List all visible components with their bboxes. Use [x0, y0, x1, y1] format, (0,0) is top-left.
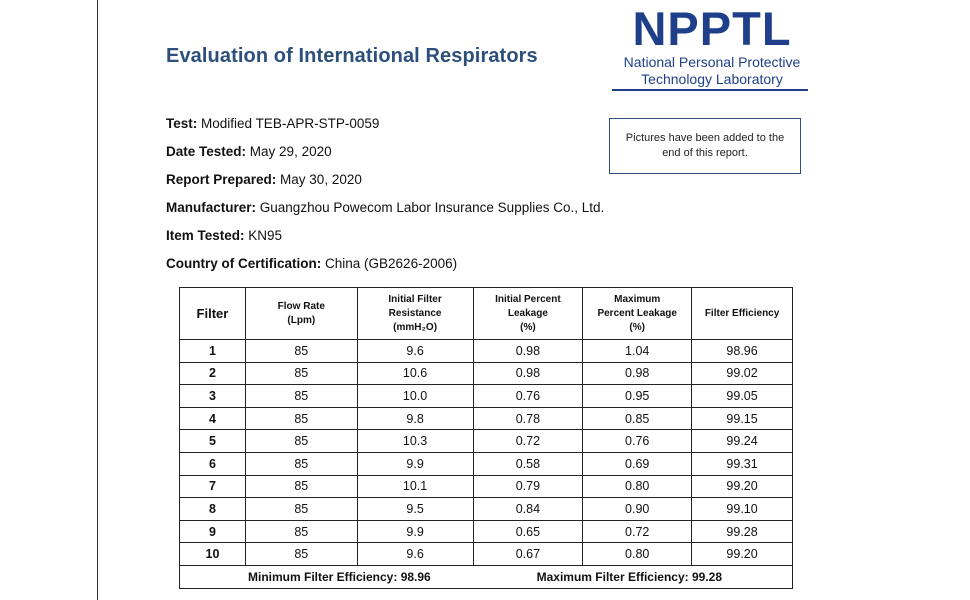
column-header-line: Initial Filter	[388, 293, 442, 305]
table-row	[180, 498, 793, 521]
table-cell-initial-resistance: 10.3	[357, 430, 473, 453]
table-cell-filter-efficiency: 99.05	[692, 385, 793, 408]
logo-mark: NPPTL	[632, 2, 792, 55]
table-cell-filter-efficiency: 99.20	[692, 475, 793, 498]
table-cell-filter: 5	[180, 430, 246, 453]
table-cell-filter: 6	[180, 452, 246, 475]
table-cell-filter-efficiency: 99.24	[692, 430, 793, 453]
table-cell-initial-leakage: 0.79	[473, 475, 583, 498]
table-cell-initial-resistance: 9.6	[357, 543, 473, 566]
field-label: Date Tested:	[166, 144, 247, 159]
field-label: Test:	[166, 116, 198, 131]
table-cell-flow-rate: 85	[245, 430, 357, 453]
table-row	[180, 407, 793, 430]
field-label: Manufacturer:	[166, 200, 257, 215]
field-value: May 29, 2020	[249, 144, 332, 159]
table-cell-initial-leakage: 0.76	[473, 385, 583, 408]
table-cell-filter-efficiency: 99.10	[692, 498, 793, 521]
table-cell-initial-resistance: 10.6	[357, 362, 473, 385]
summary-row	[180, 565, 793, 588]
field-label: Country of Certification:	[166, 256, 322, 271]
column-header-filter-efficiency	[692, 288, 793, 340]
table-cell-filter: 1	[180, 340, 246, 363]
minimum-filter-efficiency: Minimum Filter Efficiency: 98.96	[248, 569, 431, 584]
table-cell-max-leakage: 0.85	[583, 407, 692, 430]
table-row	[180, 340, 793, 363]
table-cell-max-leakage: 1.04	[583, 340, 692, 363]
table-row	[180, 475, 793, 498]
table-cell-filter: 7	[180, 475, 246, 498]
table-row	[180, 385, 793, 408]
table-cell-filter-efficiency: 99.28	[692, 520, 793, 543]
field-value: Guangzhou Powecom Labor Insurance Supplies Co., Ltd.	[259, 200, 605, 215]
logo-underline	[612, 89, 808, 91]
column-header-flow-rate	[245, 288, 357, 340]
results-table	[179, 287, 793, 589]
table-cell-filter: 2	[180, 362, 246, 385]
table-cell-initial-leakage: 0.78	[473, 407, 583, 430]
table-cell-flow-rate: 85	[245, 498, 357, 521]
table-cell-filter: 4	[180, 407, 246, 430]
table-cell-initial-leakage: 0.67	[473, 543, 583, 566]
table-cell-initial-resistance: 9.9	[357, 520, 473, 543]
table-cell-flow-rate: 85	[245, 407, 357, 430]
table-row	[180, 362, 793, 385]
table-cell-max-leakage: 0.76	[583, 430, 692, 453]
table-cell-initial-resistance: 10.0	[357, 385, 473, 408]
table-cell-initial-resistance: 9.9	[357, 452, 473, 475]
column-header-line: (Lpm)	[287, 314, 316, 326]
field-value: KN95	[248, 228, 283, 243]
field-value: Modified TEB-APR-STP-0059	[201, 116, 380, 131]
table-cell-filter: 9	[180, 520, 246, 543]
logo-line-2: Technology Laboratory	[641, 71, 783, 87]
table-cell-filter-efficiency: 99.02	[692, 362, 793, 385]
table-cell-filter-efficiency: 99.31	[692, 452, 793, 475]
table-cell-flow-rate: 85	[245, 475, 357, 498]
column-header-line: Initial Percent	[495, 293, 561, 305]
table-cell-initial-leakage: 0.98	[473, 362, 583, 385]
table-cell-max-leakage: 0.72	[583, 520, 692, 543]
table-cell-initial-leakage: 0.58	[473, 452, 583, 475]
column-header-line: Filter Efficiency	[704, 307, 780, 319]
table-cell-flow-rate: 85	[245, 520, 357, 543]
npptl-logo	[614, 4, 810, 88]
column-header-initial-resistance	[357, 288, 473, 340]
column-header-line: (%)	[629, 321, 645, 333]
table-cell-initial-resistance: 9.8	[357, 407, 473, 430]
column-header-filter	[180, 288, 246, 340]
column-header-line: (%)	[520, 321, 536, 333]
table-cell-flow-rate: 85	[245, 385, 357, 408]
pictures-note-box	[609, 118, 801, 174]
column-header-line: Flow Rate	[277, 300, 325, 312]
table-cell-filter-efficiency: 98.96	[692, 340, 793, 363]
column-header-initial-leakage	[473, 288, 583, 340]
table-header-row	[180, 288, 793, 340]
table-cell-max-leakage: 0.90	[583, 498, 692, 521]
table-cell-initial-leakage: 0.98	[473, 340, 583, 363]
table-cell-initial-resistance: 10.1	[357, 475, 473, 498]
table-cell-initial-leakage: 0.65	[473, 520, 583, 543]
table-body	[180, 340, 793, 566]
note-line-2: end of this report.	[662, 147, 748, 159]
table-cell-max-leakage: 0.80	[583, 543, 692, 566]
logo-line-1: National Personal Protective	[623, 54, 801, 70]
column-header-line: Maximum	[614, 293, 661, 305]
page-edge-line	[97, 0, 98, 600]
table-cell-max-leakage: 0.69	[583, 452, 692, 475]
table-cell-initial-resistance: 9.5	[357, 498, 473, 521]
field-item-tested	[166, 228, 282, 243]
column-header-line: Percent Leakage	[597, 307, 677, 319]
table-cell-flow-rate: 85	[245, 452, 357, 475]
table-cell-flow-rate: 85	[245, 362, 357, 385]
field-manufacturer	[166, 200, 604, 215]
table-cell-filter-efficiency: 99.20	[692, 543, 793, 566]
summary-cell	[180, 565, 793, 588]
field-value: China (GB2626-2006)	[325, 256, 458, 271]
maximum-filter-efficiency: Maximum Filter Efficiency: 99.28	[536, 569, 722, 584]
table-cell-max-leakage: 0.95	[583, 385, 692, 408]
report-title: Evaluation of International Respirators	[166, 45, 538, 67]
column-header-line: Resistance	[388, 307, 442, 319]
table-cell-initial-leakage: 0.84	[473, 498, 583, 521]
field-date-tested	[166, 144, 332, 159]
field-report-prepared	[166, 172, 362, 187]
table-row	[180, 543, 793, 566]
table-row	[180, 430, 793, 453]
table-cell-filter: 8	[180, 498, 246, 521]
table-cell-filter: 3	[180, 385, 246, 408]
table-cell-max-leakage: 0.80	[583, 475, 692, 498]
table-cell-flow-rate: 85	[245, 543, 357, 566]
field-test	[166, 116, 379, 131]
field-label: Item Tested:	[166, 228, 245, 243]
column-header-line: Filter	[196, 305, 229, 321]
field-label: Report Prepared:	[166, 172, 277, 187]
table-row	[180, 452, 793, 475]
table-cell-max-leakage: 0.98	[583, 362, 692, 385]
column-header-line: (mmH₂O)	[393, 321, 438, 333]
table-row	[180, 520, 793, 543]
field-country-of-certification	[166, 256, 457, 271]
field-value: May 30, 2020	[280, 172, 362, 187]
table-cell-initial-leakage: 0.72	[473, 430, 583, 453]
note-line-1: Pictures have been added to the	[625, 132, 785, 144]
table-cell-filter-efficiency: 99.15	[692, 407, 793, 430]
table-cell-flow-rate: 85	[245, 340, 357, 363]
table-cell-initial-resistance: 9.6	[357, 340, 473, 363]
column-header-line: Leakage	[507, 307, 548, 319]
column-header-max-leakage	[583, 288, 692, 340]
table-cell-filter: 10	[180, 543, 246, 566]
